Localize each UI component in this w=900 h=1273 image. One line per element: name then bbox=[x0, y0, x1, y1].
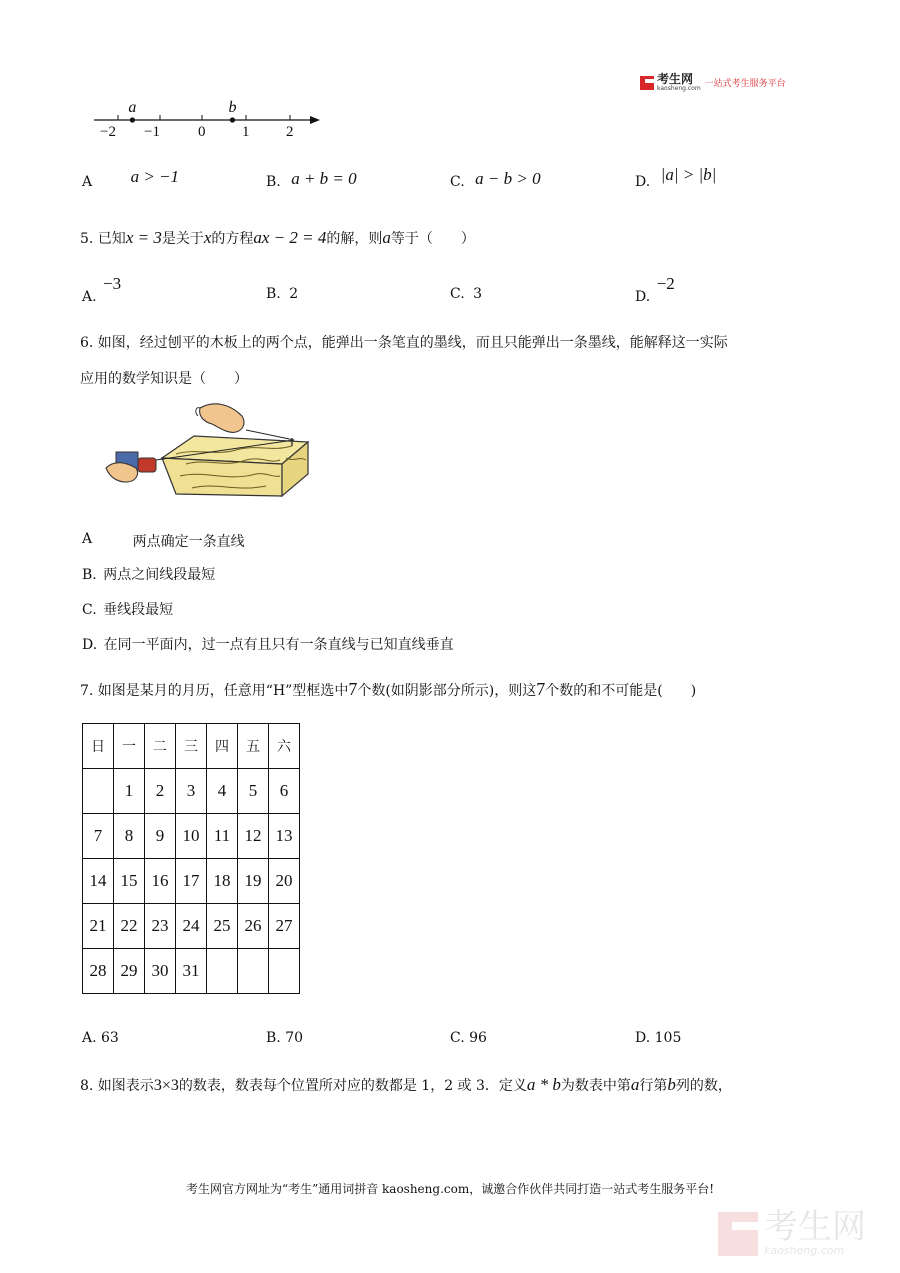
calendar-cell: 23 bbox=[145, 904, 176, 949]
calendar-cell: 16 bbox=[145, 859, 176, 904]
calendar-cell: 25 bbox=[207, 904, 238, 949]
calendar-row bbox=[83, 859, 300, 904]
calendar-cell: 17 bbox=[176, 859, 207, 904]
calendar-row bbox=[83, 814, 300, 859]
watermark-url: kaosheng.com bbox=[764, 1244, 845, 1257]
tick-label: 0 bbox=[198, 124, 206, 140]
q6-stem-line2: 应用的数学知识是（ ） bbox=[80, 371, 248, 387]
calendar-cell: 9 bbox=[145, 814, 176, 859]
calendar-cell: 14 bbox=[83, 859, 114, 904]
calendar-cell: 10 bbox=[176, 814, 207, 859]
point-b bbox=[230, 117, 235, 122]
q5-stem: 5. 已知x = 3是关于x的方程ax − 2 = 4的解，则a等于（ ） bbox=[80, 228, 475, 247]
q7-option-d: D. 105 bbox=[635, 1030, 682, 1046]
q4-option-c: C. a − b > 0 bbox=[450, 169, 541, 190]
brand-name: 考生网 bbox=[657, 72, 694, 86]
brand-logo bbox=[640, 73, 786, 92]
watermark-logo-icon bbox=[718, 1212, 758, 1256]
calendar-cell: 15 bbox=[114, 859, 145, 904]
calendar-header-cell: 二 bbox=[145, 724, 176, 769]
calendar-cell bbox=[83, 769, 114, 814]
q6-option-b: B. 两点之间线段最短 bbox=[82, 567, 216, 583]
brand-slogan: 一站式考生服务平台 bbox=[704, 79, 786, 89]
plank-front bbox=[162, 458, 282, 496]
calendar-cell: 31 bbox=[176, 949, 207, 994]
calendar-cell: 2 bbox=[145, 769, 176, 814]
calendar-cell: 8 bbox=[114, 814, 145, 859]
upper-hand bbox=[200, 404, 244, 433]
calendar-cell bbox=[269, 949, 300, 994]
brand-logo-icon bbox=[640, 76, 654, 90]
calendar-header-row bbox=[83, 724, 300, 769]
point-b-label: b bbox=[228, 99, 237, 116]
calendar-cell: 11 bbox=[207, 814, 238, 859]
calendar-header-cell: 日 bbox=[83, 724, 114, 769]
calendar-cell: 22 bbox=[114, 904, 145, 949]
ink-line bbox=[246, 430, 294, 440]
calendar-cell: 29 bbox=[114, 949, 145, 994]
calendar-cell: 7 bbox=[83, 814, 114, 859]
q7-option-b: B. 70 bbox=[266, 1030, 304, 1046]
calendar-cell: 26 bbox=[238, 904, 269, 949]
q6-stem-line1: 6. 如图，经过刨平的木板上的两个点，能弹出一条笔直的墨线，而且只能弹出一条墨线，能解释这一实际 bbox=[80, 335, 728, 351]
tick-label: 1 bbox=[242, 124, 250, 140]
calendar-cell: 28 bbox=[83, 949, 114, 994]
calendar-row bbox=[83, 949, 300, 994]
q8-stem: 8. 如图表示3×3的数表，数表每个位置所对应的数都是 1，2 或 3．定义a * b为数表中第a行第b列的数， bbox=[80, 1075, 732, 1094]
point-a bbox=[130, 117, 135, 122]
watermark-text bbox=[764, 1207, 866, 1257]
tick-label: −1 bbox=[144, 124, 160, 140]
tick-label: −2 bbox=[100, 124, 116, 140]
calendar-cell: 13 bbox=[269, 814, 300, 859]
number-line-arrow bbox=[310, 116, 320, 124]
wood-plank-illustration bbox=[96, 398, 314, 502]
point-a-label: a bbox=[128, 99, 137, 116]
calendar-cell: 24 bbox=[176, 904, 207, 949]
q6-option-c: C. 垂线段最短 bbox=[82, 602, 174, 618]
calendar-cell bbox=[207, 949, 238, 994]
calendar-header-cell: 六 bbox=[269, 724, 300, 769]
q7-option-c: C. 96 bbox=[450, 1030, 487, 1046]
calendar-cell: 5 bbox=[238, 769, 269, 814]
calendar-cell: 3 bbox=[176, 769, 207, 814]
calendar-cell: 1 bbox=[114, 769, 145, 814]
calendar-header-cell: 一 bbox=[114, 724, 145, 769]
calendar-header-cell: 四 bbox=[207, 724, 238, 769]
calendar-header-cell: 三 bbox=[176, 724, 207, 769]
tick-label: 2 bbox=[286, 124, 294, 140]
q5-option-d: D. −2 bbox=[635, 274, 675, 305]
brand-url: kaosheng.com bbox=[657, 85, 701, 92]
number-line bbox=[88, 96, 328, 140]
calendar-cell: 19 bbox=[238, 859, 269, 904]
q5-option-a: A. −3 bbox=[82, 274, 122, 305]
ink-box bbox=[138, 458, 156, 472]
calendar-table bbox=[82, 723, 300, 994]
q6-option-a: A 两点确定一条直线 bbox=[82, 531, 245, 550]
calendar-cell: 30 bbox=[145, 949, 176, 994]
q6-option-d: D. 在同一平面内，过一点有且只有一条直线与已知直线垂直 bbox=[82, 637, 454, 653]
calendar-cell: 27 bbox=[269, 904, 300, 949]
q4-option-b: B. a + b = 0 bbox=[266, 169, 357, 190]
calendar-cell: 21 bbox=[83, 904, 114, 949]
calendar-cell: 6 bbox=[269, 769, 300, 814]
q5-option-c: C. 3 bbox=[450, 286, 483, 302]
calendar-row bbox=[83, 769, 300, 814]
calendar-cell: 12 bbox=[238, 814, 269, 859]
page-footer: 考生网官方网址为“考生”通用词拼音 kaosheng.com，诚邀合作伙伴共同打造一站式考生服务平台! bbox=[185, 1182, 715, 1196]
calendar-header-cell: 五 bbox=[238, 724, 269, 769]
calendar-cell: 4 bbox=[207, 769, 238, 814]
calendar-row bbox=[83, 904, 300, 949]
q5-option-b: B. 2 bbox=[266, 286, 299, 302]
calendar-cell bbox=[238, 949, 269, 994]
watermark bbox=[718, 1207, 866, 1257]
q4-option-d: D. |a| > |b| bbox=[635, 165, 717, 190]
q7-option-a: A. 63 bbox=[82, 1030, 119, 1046]
calendar-cell: 18 bbox=[207, 859, 238, 904]
brand-text bbox=[657, 73, 701, 92]
q7-stem: 7. 如图是某月的月历，任意用“H”型框选中7个数(如阴影部分所示)，则这7个数的和不可能是( ) bbox=[80, 679, 697, 699]
calendar-cell: 20 bbox=[269, 859, 300, 904]
watermark-name: 考生网 bbox=[764, 1207, 866, 1247]
q4-option-a: A a > −1 bbox=[82, 167, 180, 190]
